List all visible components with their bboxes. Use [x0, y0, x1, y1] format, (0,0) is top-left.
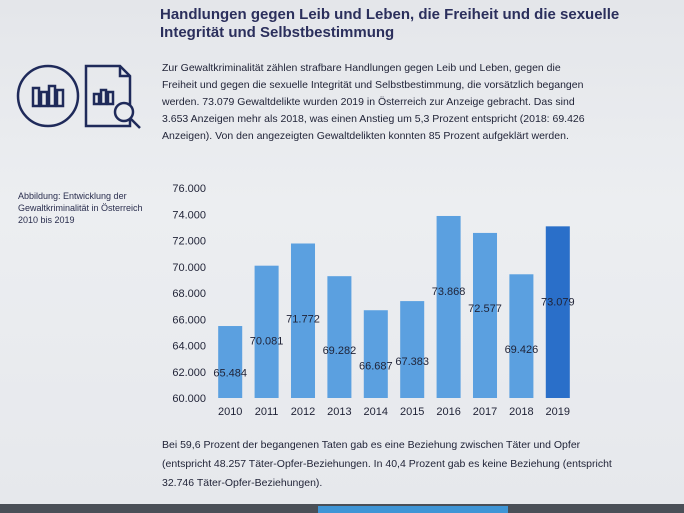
- data-label-2019: 73.079: [540, 296, 575, 309]
- y-tick-label: 60.000: [172, 393, 206, 405]
- y-tick-label: 74.000: [172, 209, 206, 222]
- bar-2015: [400, 301, 424, 398]
- x-tick-label: 2019: [545, 406, 571, 418]
- bar-2011: [255, 266, 279, 398]
- bar-2018: [509, 274, 533, 398]
- data-label-2015: 67.383: [395, 356, 430, 369]
- x-tick-label: 2010: [217, 406, 243, 418]
- y-tick-label: 64.000: [172, 340, 206, 353]
- bottom-accent: [318, 506, 508, 513]
- x-tick-label: 2016: [436, 406, 461, 418]
- x-tick-label: 2014: [363, 406, 389, 418]
- bar-2017: [473, 233, 497, 398]
- y-tick-label: 70.000: [172, 261, 206, 274]
- x-tick-label: 2011: [254, 406, 279, 418]
- intro-text: Zur Gewaltkriminalität zählen strafbare Handlungen gegen Leib und Leben, gegen die Freiheit und gegen die sexuelle Integrität und Selbstbestimmung, die vorsätzlich begangen werden. 73.079 Gewaltdelikte wurden 2019 in Österreich zur Anzeige gebracht. Das sind 3.653 Anzeigen mehr als 2018, was einen Anstieg um 5,3 Prozent entspricht (2018: 69.426 Anzeigen). Von den angezeigten Gewaltdelikten konnten 85 Prozent aufgeklärt werden.: [162, 62, 585, 142]
- x-tick-label: 2012: [290, 406, 316, 418]
- data-label-2012: 71.772: [286, 313, 320, 326]
- outro-text: Bei 59,6 Prozent der begangenen Taten gab es eine Beziehung zwischen Täter und Opfer (entspricht 48.257 Täter-Opfer-Beziehungen. In 40,4 Prozent gab es keine Beziehung (entspricht 32.746 Täter-Opfer-Beziehungen).: [162, 439, 612, 489]
- bar-chart-circle-icon: [18, 66, 78, 126]
- data-label-2014: 66.687: [358, 360, 393, 373]
- data-label-2018: 69.426: [504, 344, 539, 357]
- y-tick-label: 76.000: [172, 183, 206, 195]
- x-tick-label: 2013: [327, 406, 352, 418]
- figure-caption: Abbildung: Entwicklung der Gewaltkriminalität in Österreich 2010 bis 2019: [18, 191, 143, 225]
- y-tick-label: 72.000: [172, 235, 206, 248]
- icon-group: [14, 56, 154, 136]
- document-chart-search-icon: [86, 66, 140, 128]
- bar-2019: [546, 226, 570, 398]
- data-label-2017: 72.577: [468, 302, 502, 315]
- x-tick-label: 2015: [399, 406, 425, 418]
- y-tick-label: 66.000: [172, 314, 206, 327]
- data-label-2011: 70.081: [249, 335, 284, 348]
- data-label-2013: 69.282: [322, 344, 357, 357]
- bar-2010: [218, 326, 242, 398]
- bar-chart: [160, 178, 580, 423]
- y-tick-label: 62.000: [172, 366, 206, 379]
- data-label-2016: 73.868: [431, 285, 466, 298]
- x-tick-label: 2017: [472, 406, 498, 418]
- x-tick-label: 2018: [509, 406, 534, 418]
- bar-2013: [327, 276, 351, 398]
- bar-2016: [437, 216, 461, 398]
- page-title: Handlungen gegen Leib und Leben, die Freiheit und die sexuelle Integrität und Selbstbestimmung: [160, 6, 620, 41]
- data-label-2010: 65.484: [213, 367, 248, 380]
- y-tick-label: 68.000: [172, 288, 206, 300]
- bar-2014: [364, 310, 388, 398]
